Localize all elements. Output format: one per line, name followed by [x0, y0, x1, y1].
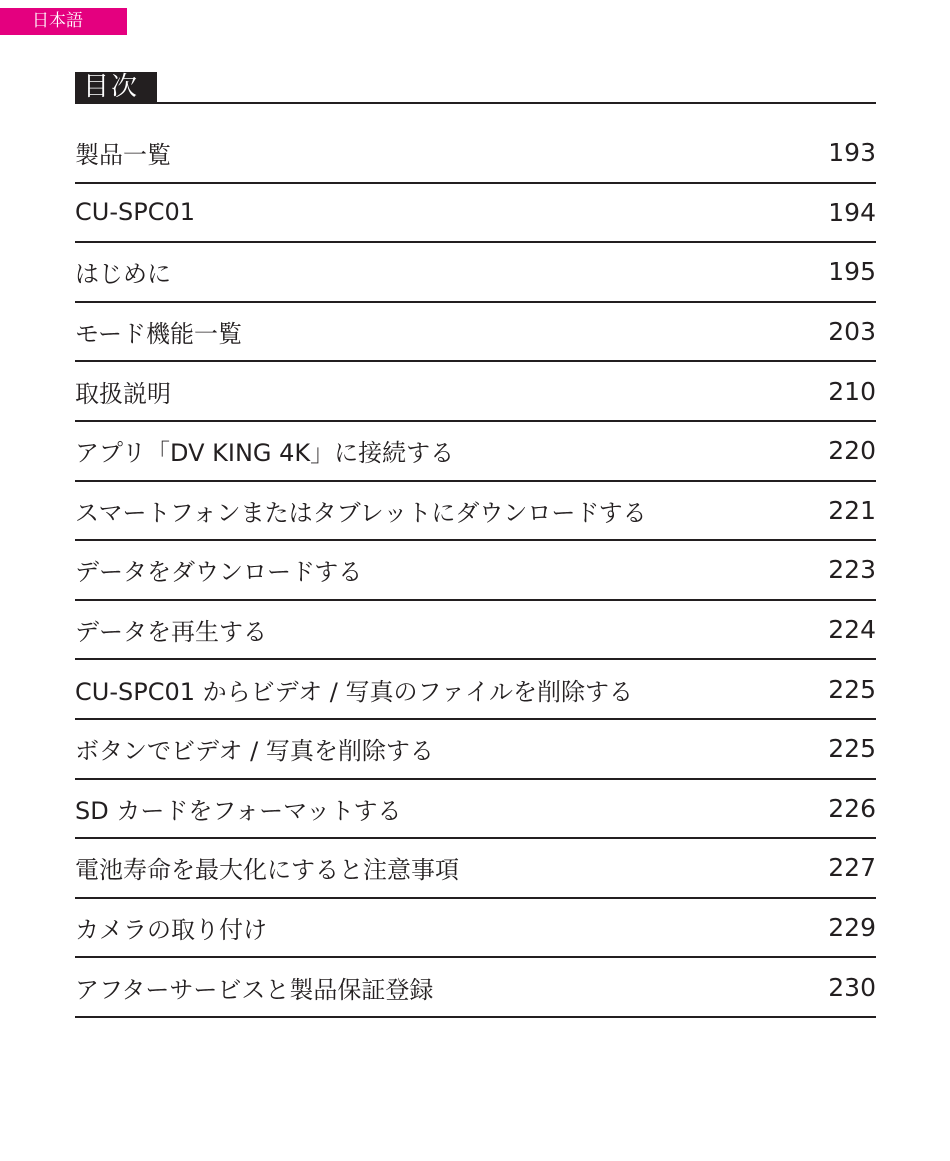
toc-entry-page: 195 — [828, 257, 876, 287]
toc-entry-instructions[interactable] — [75, 362, 876, 422]
toc-entry-delete-files[interactable] — [75, 660, 876, 720]
toc-entry-title: データをダウンロードする — [75, 558, 363, 587]
toc-entry-product-list[interactable] — [75, 124, 876, 184]
toc-entry-page: 225 — [828, 734, 876, 764]
toc-entry-page: 226 — [828, 793, 876, 823]
language-tab: 日本語 — [0, 8, 127, 35]
toc-entry-page: 230 — [828, 972, 876, 1002]
toc-entry-title: 電池寿命を最大化にすると注意事項 — [75, 856, 459, 885]
toc-entry-title: スマートフォンまたはタブレットにダウンロードする — [75, 498, 647, 527]
toc-entry-page: 227 — [828, 853, 876, 883]
toc-entry-title: モード機能一覧 — [75, 320, 243, 349]
toc-entry-title: CU-SPC01 — [75, 198, 195, 227]
toc-entry-cu-spc01[interactable] — [75, 184, 876, 244]
toc-entry-page: 221 — [828, 495, 876, 525]
toc-entry-title: ボタンでビデオ / 写真を削除する — [75, 737, 434, 766]
toc-entry-page: 225 — [828, 674, 876, 704]
toc-entry-title: はじめに — [75, 260, 171, 289]
toc-heading-label: 目次 — [75, 72, 157, 102]
toc-entry-download-app[interactable] — [75, 482, 876, 542]
toc-entry-battery-life[interactable] — [75, 839, 876, 899]
toc-entry-app-connect[interactable] — [75, 422, 876, 482]
toc-heading — [75, 72, 876, 104]
toc-entry-after-service[interactable] — [75, 958, 876, 1018]
toc-entry-play-data[interactable] — [75, 601, 876, 661]
toc-entry-page: 223 — [828, 555, 876, 585]
toc-entry-download-data[interactable] — [75, 541, 876, 601]
toc-entry-title: アフターサービスと製品保証登録 — [75, 975, 434, 1004]
toc-entry-page: 210 — [828, 376, 876, 406]
toc-entry-title: SD カードをフォーマットする — [75, 796, 402, 825]
toc-entry-title: CU-SPC01 からビデオ / 写真のファイルを削除する — [75, 677, 633, 706]
toc-entry-page: 193 — [828, 138, 876, 168]
toc-entry-page: 224 — [828, 615, 876, 645]
toc-entry-delete-by-button[interactable] — [75, 720, 876, 780]
toc-entry-mode-functions[interactable] — [75, 303, 876, 363]
toc-entry-introduction[interactable] — [75, 243, 876, 303]
toc-entry-page: 194 — [828, 197, 876, 227]
toc-entry-title: カメラの取り付け — [75, 916, 267, 945]
toc-entry-title: アプリ「DV KING 4K」に接続する — [75, 439, 455, 468]
toc-entry-page: 229 — [828, 913, 876, 943]
toc-entry-camera-mounting[interactable] — [75, 899, 876, 959]
toc-entry-page: 203 — [828, 317, 876, 347]
toc-entry-title: 製品一覧 — [75, 141, 171, 170]
toc-list — [75, 124, 876, 1018]
toc-entry-format-sd[interactable] — [75, 780, 876, 840]
toc-entry-page: 220 — [828, 436, 876, 466]
toc-entry-title: 取扱説明 — [75, 379, 171, 408]
toc-entry-title: データを再生する — [75, 618, 267, 647]
